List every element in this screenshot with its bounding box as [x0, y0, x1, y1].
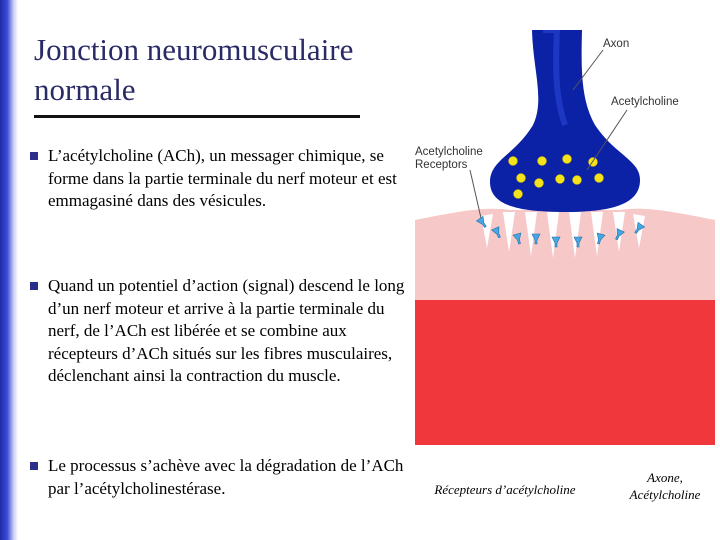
slide-title-line-1: Jonction neuromusculaire [34, 32, 354, 67]
label-axon: Axon [603, 38, 630, 50]
bullet-item-3 [30, 455, 412, 500]
postsynaptic-membrane [415, 209, 715, 300]
bullet-text-1: L’acétylcholine (ACh), un messager chimique, se forme dans la partie terminale du nerf moteur et est emmagasiné dans des vésicules. [48, 146, 397, 210]
caption-receptors: Récepteurs d’acétylcholine [434, 482, 576, 497]
bullet-text-3: Le processus s’achève avec la dégradation de l’ACh par l’acétylcholinestérase. [48, 456, 404, 498]
left-accent-bar [0, 0, 18, 540]
bullet-marker [30, 282, 38, 290]
caption-axon-line-1: Axone, [647, 470, 683, 485]
label-receptors-line-2: Receptors [415, 159, 468, 171]
label-receptors-line-1: Acetylcholine [415, 146, 483, 158]
slide-title-line-2: normale [34, 72, 136, 107]
bullet-marker [30, 462, 38, 470]
label-acetylcholine: Acetylcholine [611, 96, 679, 108]
junction-illustration [415, 30, 715, 445]
muscle-fiber [415, 300, 715, 445]
bullet-marker [30, 152, 38, 160]
neuromuscular-junction-figure [415, 30, 715, 445]
caption-axon [610, 469, 720, 503]
title-underline [34, 115, 360, 118]
slide-title [34, 30, 353, 110]
bullet-item-2 [30, 275, 412, 388]
caption-axon-line-2: Acétylcholine [629, 487, 701, 502]
bullet-text-2: Quand un potentiel d’action (signal) descend le long d’un nerf moteur et arrive à la partie terminale du nerf, de l’ACh est libérée et se combine aux récepteurs d’ACh situés sur les fibres musculaires, déclenchant ainsi la contraction du muscle. [48, 276, 405, 385]
label-receptors [415, 146, 483, 172]
bullet-item-1 [30, 145, 412, 213]
